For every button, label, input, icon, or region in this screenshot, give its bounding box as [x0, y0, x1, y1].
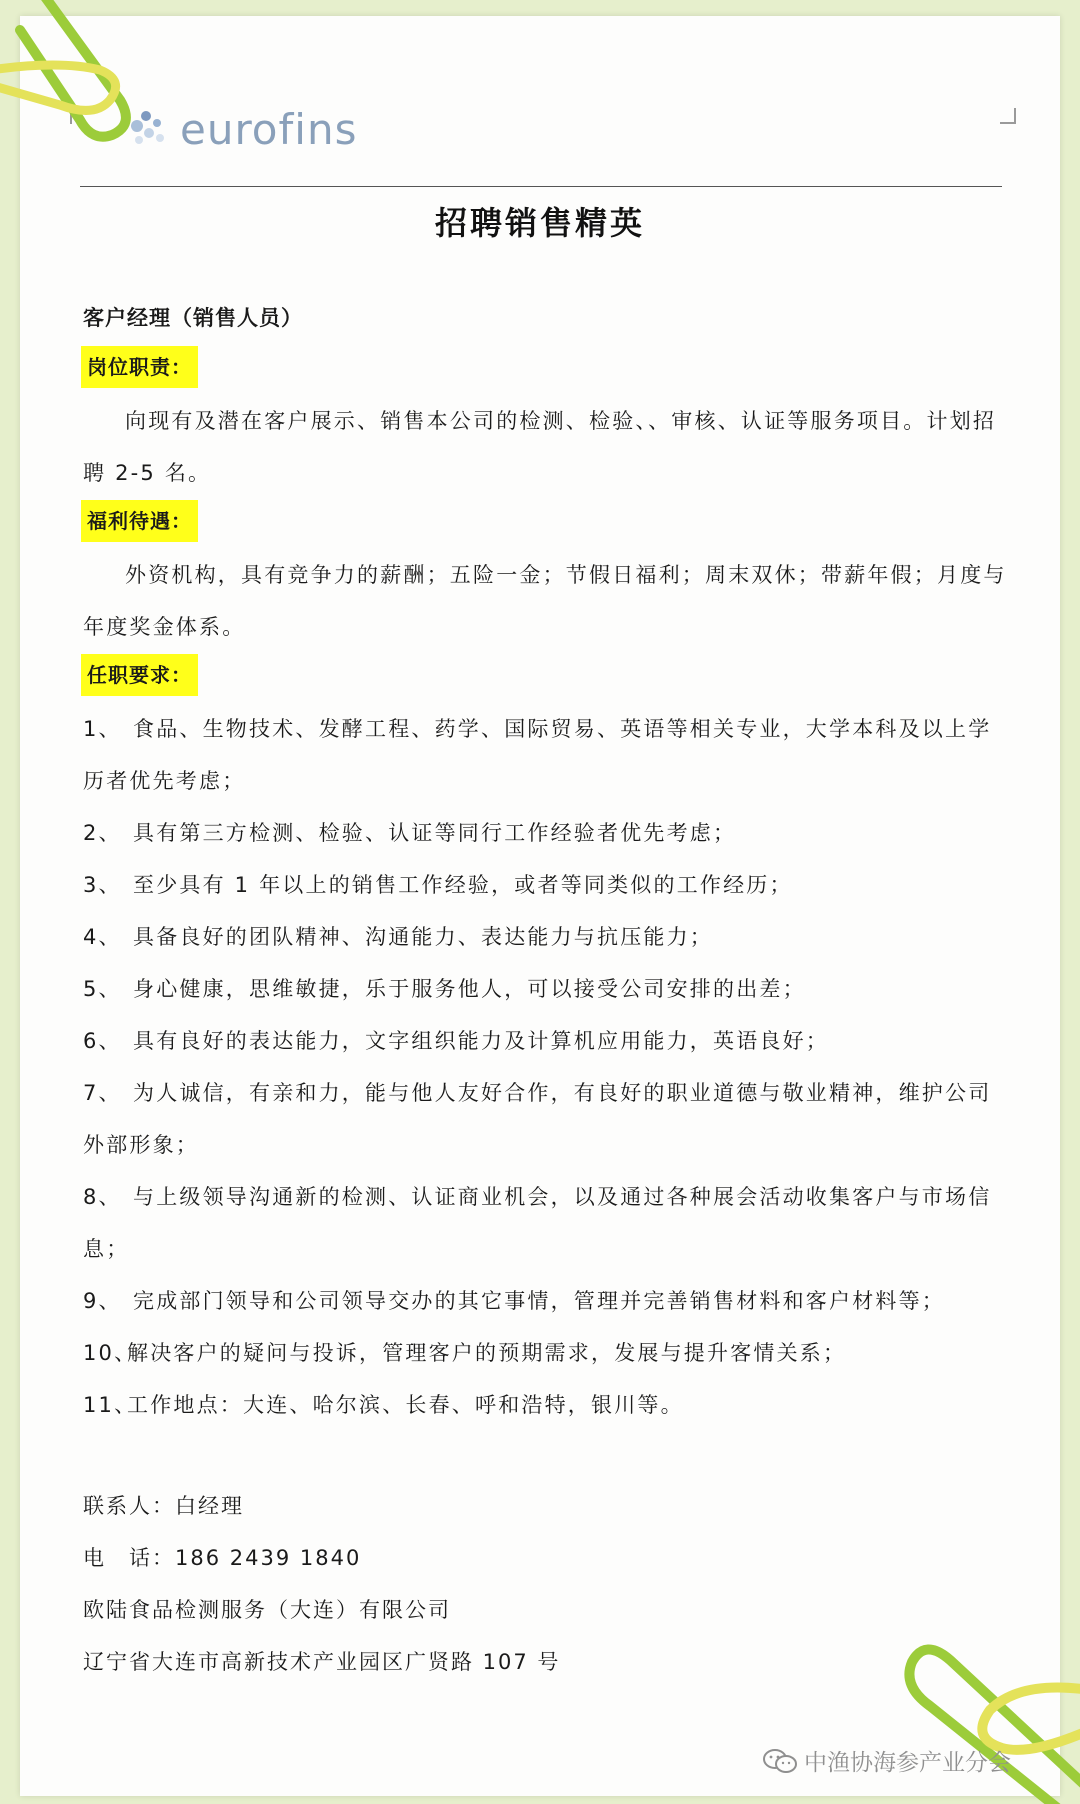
header-divider — [80, 186, 1002, 187]
duties-text: 向现有及潜在客户展示、销售本公司的检测、检验、、审核、认证等服务项目。计划招 聘 2-5 名。 — [83, 409, 997, 485]
logo-wordmark: eurofins — [180, 104, 358, 154]
benefits-text: 外资机构，具有竞争力的薪酬；五险一金；节假日福利；周末双休；带薪年假；月度与 年度奖金体系。 — [83, 563, 1007, 639]
requirement-item: 1、 食品、生物技术、发酵工程、药学、国际贸易、英语等相关专业，大学本科及以上学 历者优先考虑； — [83, 717, 992, 793]
requirement-item: 9、 完成部门领导和公司领导交办的其它事情，管理并完善销售材料和客户材料等； — [83, 1289, 945, 1313]
crop-mark-top-right — [1000, 108, 1016, 124]
requirements-heading: 任职要求： — [81, 654, 198, 696]
phone-number: 186 2439 1840 — [175, 1546, 362, 1570]
requirement-item: 11、工作地点：大连、哈尔滨、长春、呼和浩特，银川等。 — [83, 1393, 684, 1417]
watermark-text: 中渔协海参产业分会 — [804, 1750, 1011, 1776]
requirement-item: 7、 为人诚信，有亲和力，能与他人友好合作，有良好的职业道德与敬业精神，维护公司 外部形象； — [83, 1081, 992, 1157]
contact-phone — [83, 1532, 361, 1584]
requirement-item: 4、 具备良好的团队精神、沟通能力、表达能力与抗压能力； — [83, 925, 713, 949]
company-address: 辽宁省大连市高新技术产业园区广贤路 107 号 — [83, 1650, 561, 1674]
requirement-item: 6、 具有良好的表达能力，文字组织能力及计算机应用能力，英语良好； — [83, 1029, 829, 1053]
requirement-item: 8、 与上级领导沟通新的检测、认证商业机会，以及通过各种展会活动收集客户与市场信 息； — [83, 1185, 992, 1261]
requirement-item: 2、 具有第三方检测、检验、认证等同行工作经验者优先考虑； — [83, 821, 737, 845]
role-title: 客户经理（销售人员） — [83, 306, 303, 330]
benefits-heading: 福利待遇： — [81, 500, 198, 542]
requirement-item: 10、解决客户的疑问与投诉，管理客户的预期需求，发展与提升客情关系； — [83, 1341, 847, 1365]
paper-clip-top-left-icon — [0, 0, 200, 150]
requirement-item: 5、 身心健康，思维敏捷，乐于服务他人，可以接受公司安排的出差； — [83, 977, 806, 1001]
company-name: 欧陆食品检测服务（大连）有限公司 — [83, 1598, 451, 1622]
page-title: 招聘销售精英 — [434, 204, 645, 242]
duties-heading: 岗位职责： — [81, 346, 198, 388]
contact-person: 联系人：白经理 — [83, 1494, 244, 1518]
watermark — [762, 1744, 1011, 1777]
phone-label: 电 话： — [83, 1546, 175, 1570]
wechat-icon — [762, 1748, 798, 1774]
requirement-item: 3、 至少具有 1 年以上的销售工作经验，或者等同类似的工作经历； — [83, 873, 793, 897]
